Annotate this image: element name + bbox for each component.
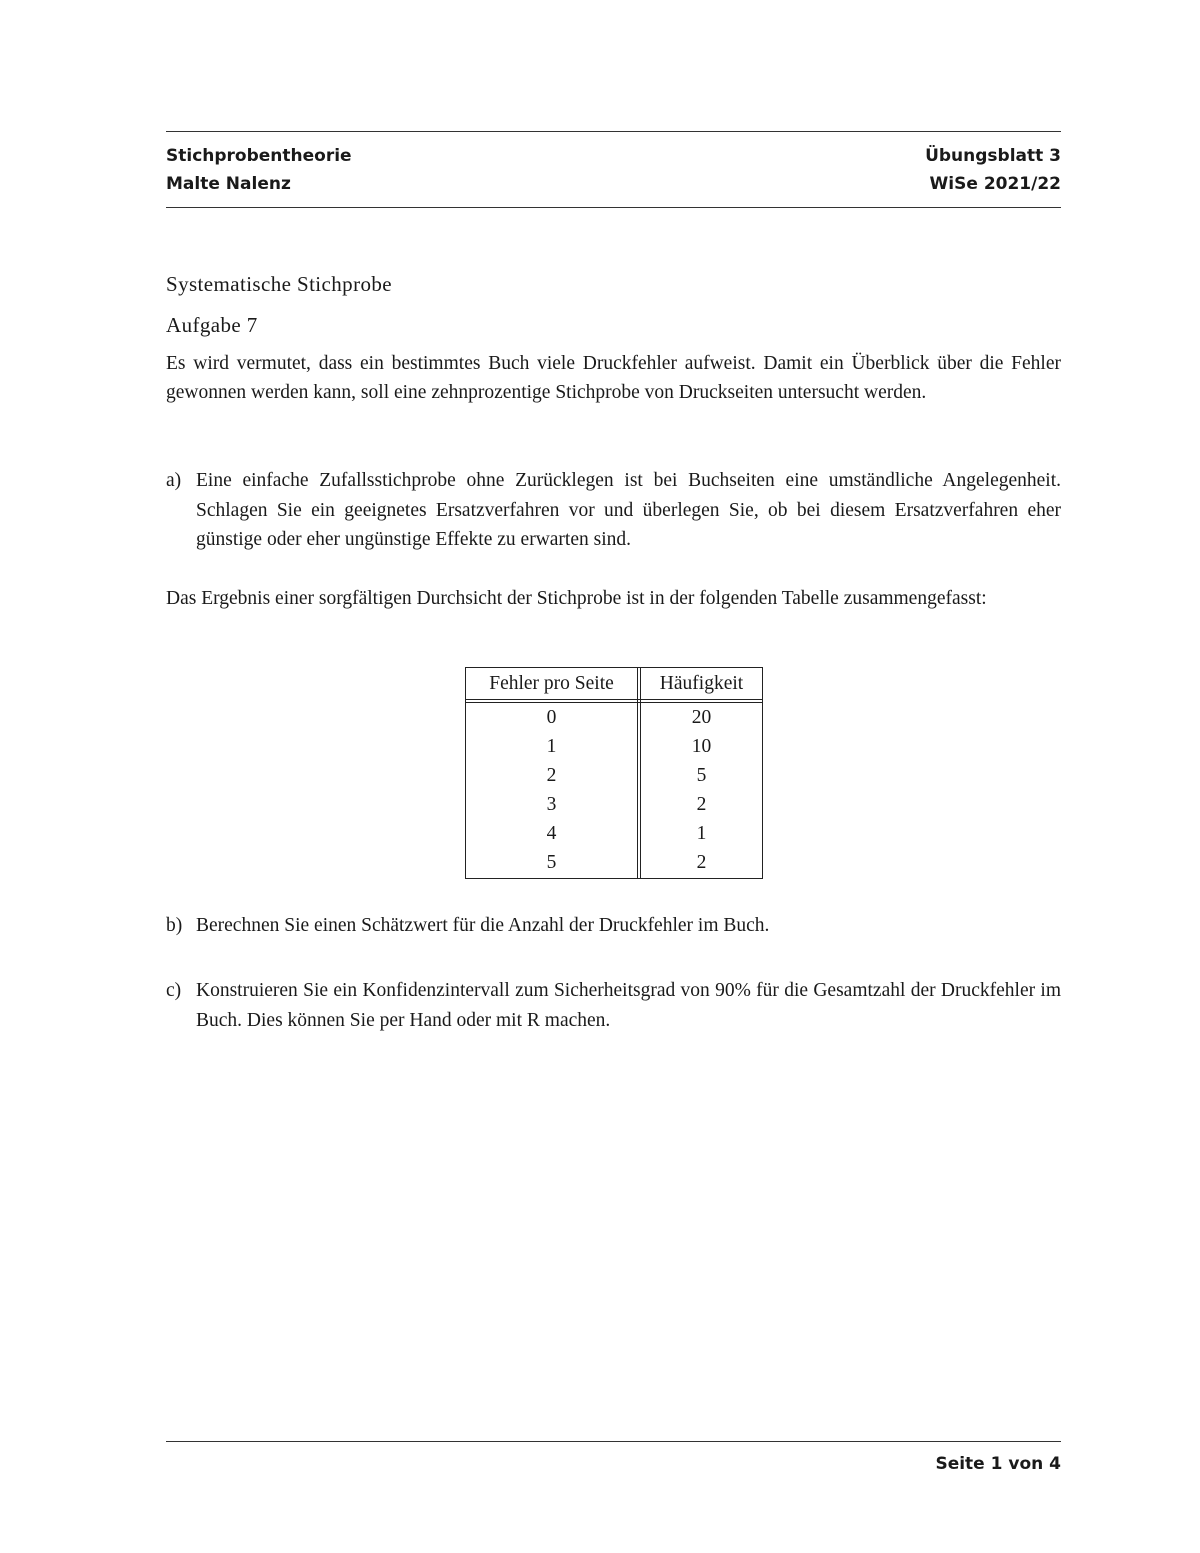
table-cell: 1 (696, 823, 707, 844)
intro-paragraph: Es wird vermutet, dass ein bestimmtes Buch viele Druckfehler aufweist. Damit ein Überblick über die Fehler gewonnen werden kann, soll eine zehnprozentige Stichprobe von Druckseiten untersucht werden. (166, 353, 1061, 403)
table-cell: 3 (546, 794, 557, 815)
item-label: a) (166, 470, 182, 491)
table-header-errors: Fehler pro Seite (489, 673, 614, 694)
item-label: b) (166, 915, 183, 936)
table-cell: 2 (546, 765, 557, 786)
table-cell: 5 (696, 765, 707, 786)
sheet-number: Übungsblatt 3 (925, 146, 1061, 166)
header-top-rule (166, 131, 1061, 132)
item-label: c) (166, 980, 182, 1001)
table-cell: 5 (546, 852, 557, 873)
page-number: Seite 1 von 4 (935, 1454, 1061, 1474)
footer-rule (166, 1441, 1061, 1442)
section-title: Systematische Stichprobe (166, 272, 392, 296)
error-frequency-table (465, 667, 763, 879)
task-title: Aufgabe 7 (166, 313, 258, 337)
table-cell: 0 (546, 707, 557, 728)
table-cell: 10 (691, 736, 712, 757)
item-text: Eine einfache Zufallsstichprobe ohne Zurücklegen ist bei Buchseiten eine umständliche Angelegenheit. Schlagen Sie ein geeignetes Ersatzverfahren vor und überlegen Sie, ob bei diesem Ersatzverfahren eher günstige oder eher ungünstige Effekte zu erwarten sind. (196, 470, 1061, 550)
table-cell: 1 (546, 736, 557, 757)
course-name: Stichprobentheorie (166, 146, 352, 166)
result-paragraph: Das Ergebnis einer sorgfältigen Durchsicht der Stichprobe ist in der folgenden Tabelle zusammengefasst: (166, 588, 987, 609)
table-header-rule (466, 702, 762, 703)
table-cell: 2 (696, 852, 707, 873)
term-label: WiSe 2021/22 (929, 174, 1061, 194)
author-name: Malte Nalenz (166, 174, 291, 194)
task-item-b (166, 911, 1061, 941)
table-cell: 2 (696, 794, 707, 815)
item-text: Berechnen Sie einen Schätzwert für die Anzahl der Druckfehler im Buch. (196, 915, 770, 936)
task-item-a (166, 466, 1061, 555)
table-cell: 20 (691, 707, 712, 728)
task-item-c (166, 976, 1061, 1035)
table-cell: 4 (546, 823, 557, 844)
item-text: Konstruieren Sie ein Konfidenzintervall zum Sicherheitsgrad von 90% für die Gesamtzahl der Druckfehler im Buch. Dies können Sie per Hand oder mit R machen. (196, 980, 1061, 1031)
header-bottom-rule (166, 207, 1061, 208)
table-header-frequency: Häufigkeit (659, 673, 744, 694)
table-header-rule (466, 699, 762, 700)
